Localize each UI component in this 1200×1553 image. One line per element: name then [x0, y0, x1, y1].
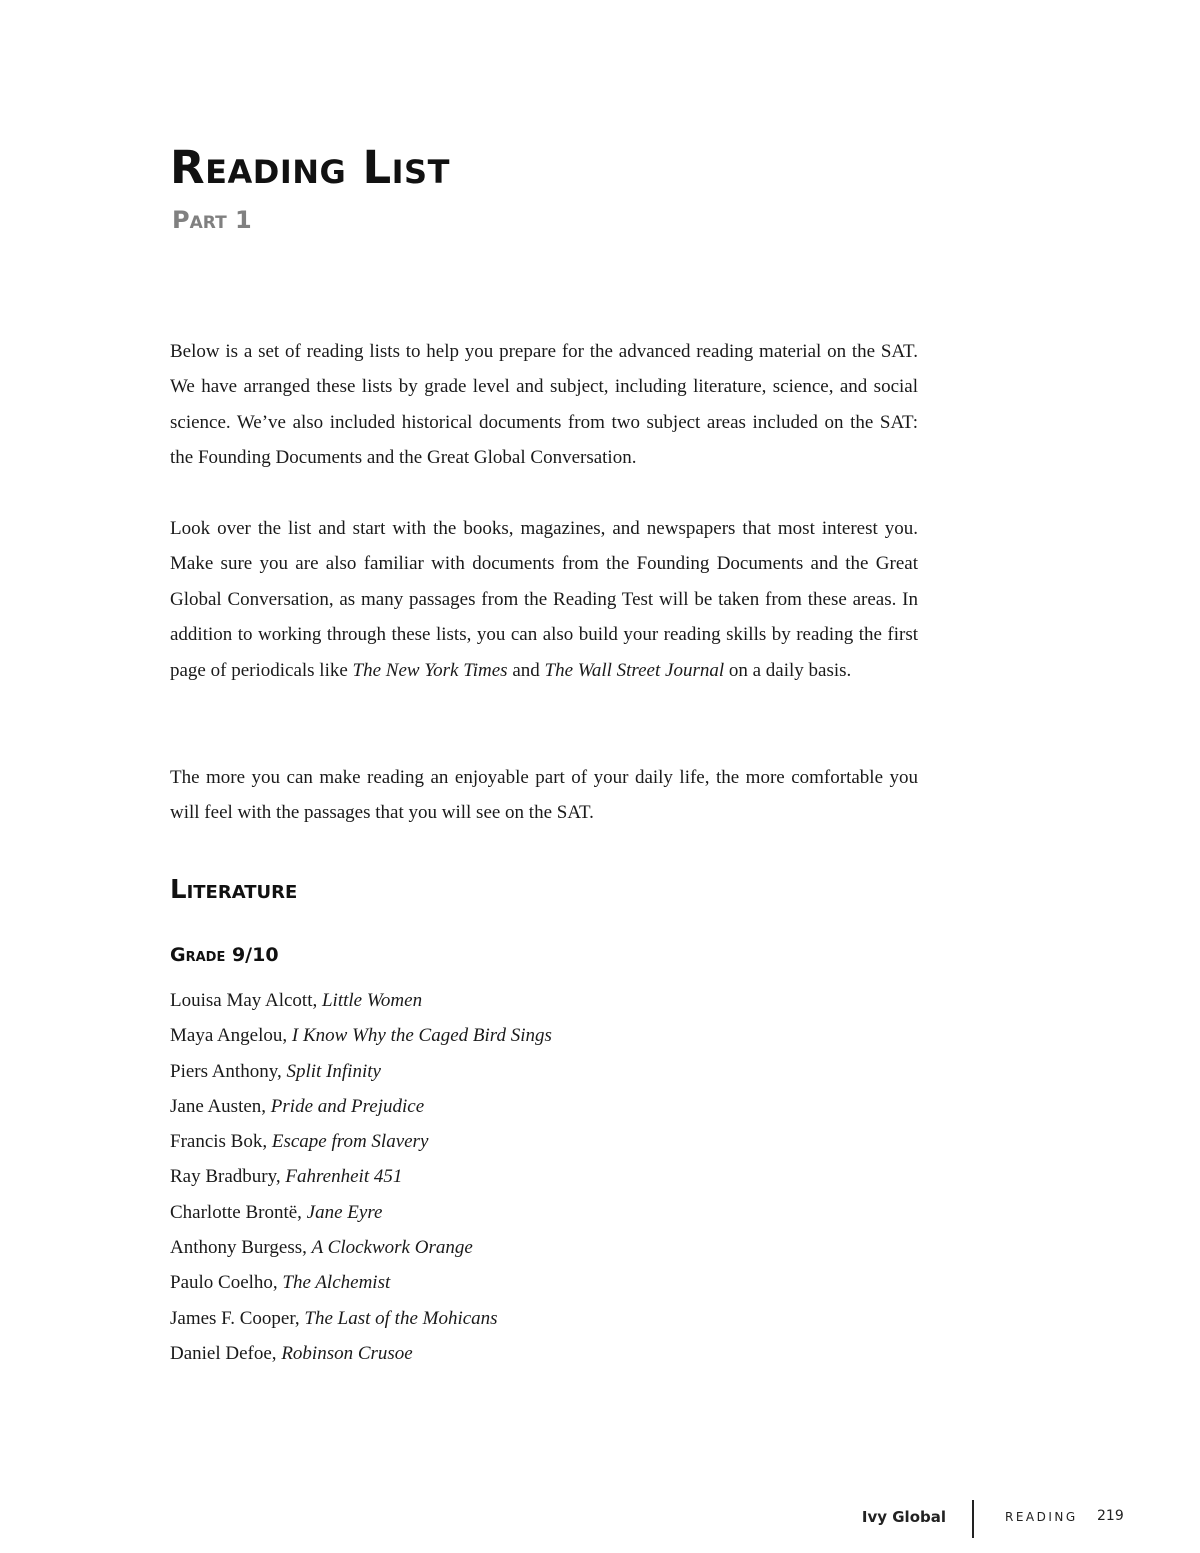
- book-title: Fahrenheit 451: [285, 1166, 403, 1188]
- section-heading-literature: Literature: [170, 875, 298, 905]
- book-list-item: [170, 1159, 552, 1194]
- paragraph-2-text-start: Look over the list and start with the books, magazines, and newspapers that most interest you. Make sure you are also familiar with documents from the Founding Documents and the Great Global Conversation, as many passages from the Reading Test will be taken from these areas. In addition to working through these lists, you can also build your reading skills by reading the first page of periodicals like: [170, 518, 918, 681]
- footer-brand: Ivy Global: [861, 1508, 946, 1526]
- book-author: Paulo Coelho,: [170, 1272, 283, 1294]
- book-author: Piers Anthony,: [170, 1060, 287, 1082]
- book-title: The Alchemist: [282, 1272, 391, 1294]
- book-author: Daniel Defoe,: [170, 1342, 282, 1364]
- book-author: Anthony Burgess,: [170, 1237, 312, 1259]
- book-title: A Clockwork Orange: [311, 1237, 473, 1259]
- book-author: Jane Austen,: [170, 1095, 271, 1117]
- book-author: Maya Angelou,: [170, 1025, 292, 1047]
- intro-paragraph-3: The more you can make reading an enjoyable part of your daily life, the more comfortable you will feel with the passages that you will see on the SAT.: [170, 767, 918, 824]
- book-list-item: [170, 1336, 552, 1371]
- book-title: I Know Why the Caged Bird Sings: [291, 1025, 552, 1047]
- book-list-item: [170, 1195, 552, 1230]
- book-list-item: [170, 1018, 552, 1053]
- footer-divider: [972, 1500, 974, 1538]
- book-author: Ray Bradbury,: [170, 1166, 286, 1188]
- periodical-title-wsj: The Wall Street Journal: [544, 659, 725, 681]
- paragraph-2-text-mid: and: [507, 659, 545, 681]
- book-title: Split Infinity: [286, 1060, 381, 1082]
- book-title: Robinson Crusoe: [281, 1342, 413, 1364]
- page-footer: [0, 1500, 1200, 1540]
- book-list: [170, 983, 552, 1371]
- book-author: Francis Bok,: [170, 1131, 272, 1153]
- book-title: Jane Eyre: [306, 1201, 383, 1223]
- book-title: Pride and Prejudice: [270, 1095, 425, 1117]
- footer-section-label: READING: [1005, 1510, 1078, 1524]
- book-author: James F. Cooper,: [170, 1307, 305, 1329]
- page-subtitle: Part 1: [172, 206, 252, 234]
- book-author: Louisa May Alcott,: [170, 990, 322, 1011]
- book-title: Little Women: [321, 990, 423, 1011]
- book-list-item: [170, 1301, 552, 1336]
- book-title: Escape from Slavery: [271, 1131, 429, 1153]
- page-title: Reading List: [170, 141, 450, 194]
- intro-paragraph-2: [170, 511, 918, 688]
- book-list-item: [170, 1054, 552, 1089]
- intro-paragraph-1: Below is a set of reading lists to help you prepare for the advanced reading material on the SAT. We have arranged these lists by grade level and subject, including literature, science, and social science. We’ve also included historical documents from two subject areas included on the SAT: the Founding Documents and the Great Global Conversation.: [170, 341, 918, 469]
- periodical-title-nyt: The New York Times: [352, 659, 508, 681]
- book-list-item: [170, 1089, 552, 1124]
- paragraph-2-text-end: on a daily basis.: [724, 659, 852, 681]
- book-list-item: [170, 1265, 552, 1300]
- book-list-item: [170, 983, 552, 1018]
- book-title: The Last of the Mohicans: [304, 1307, 498, 1329]
- book-author: Charlotte Brontë,: [170, 1201, 307, 1223]
- book-list-item: [170, 1230, 552, 1265]
- book-list-item: [170, 1124, 552, 1159]
- footer-page-number: 219: [1097, 1508, 1124, 1524]
- grade-heading: Grade 9/10: [170, 944, 279, 966]
